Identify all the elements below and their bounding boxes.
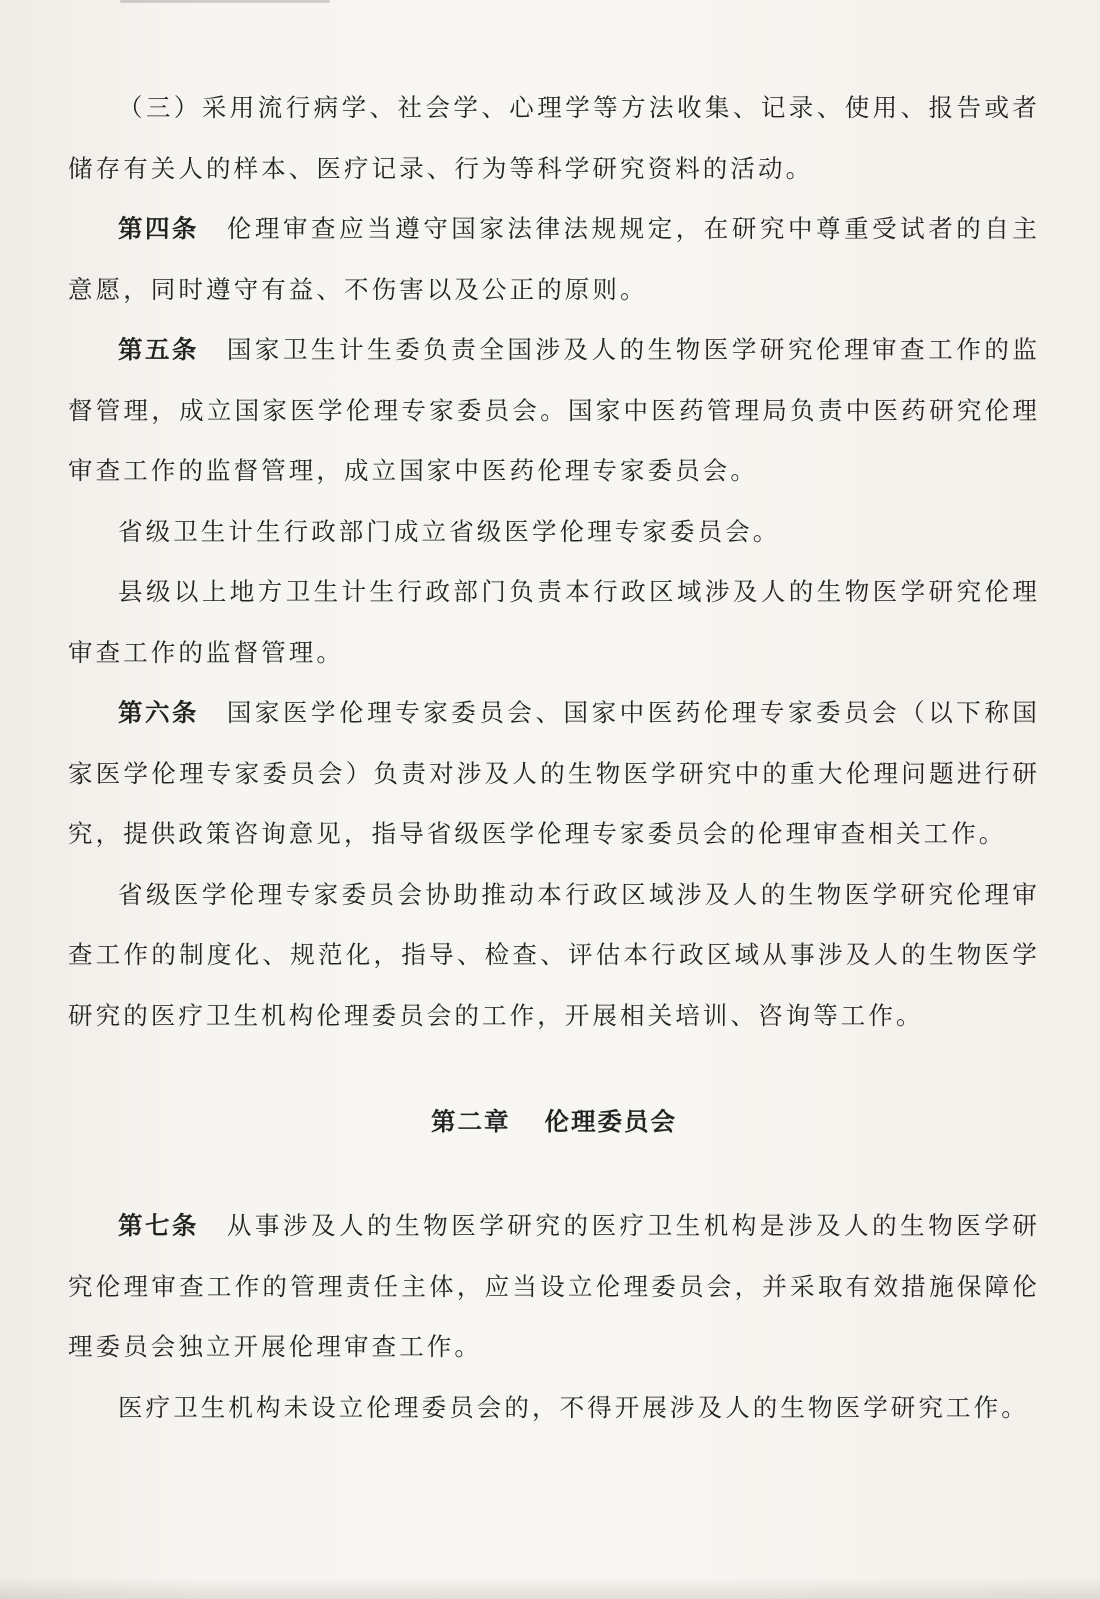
article-paragraph [68, 1196, 1040, 1378]
section-chapter-one-articles [68, 78, 1040, 1046]
paragraph [68, 78, 1040, 199]
paragraph-text: 国家医学伦理专家委员会、国家中医药伦理专家委员会（以下称国家医学伦理专家委员会）负责对涉及人的生物医学研究中的重大伦理问题进行研究，提供政策咨询意见，指导省级医学伦理专家委员会的伦理审查相关工作。 [68, 698, 1041, 848]
paragraph-text: 省级卫生计生行政部门成立省级医学伦理专家委员会。 [118, 516, 781, 546]
chapter-title: 伦理委员会 [544, 1107, 677, 1136]
document-body [68, 78, 1040, 1438]
paragraph [68, 502, 1040, 563]
paragraph-text: 医疗卫生机构未设立伦理委员会的，不得开展涉及人的生物医学研究工作。 [118, 1392, 1029, 1422]
article-number: 第五条 [118, 335, 199, 364]
chapter-number: 第二章 [431, 1107, 511, 1136]
chapter-heading [68, 1102, 1040, 1142]
article-paragraph [68, 683, 1040, 865]
paragraph-text: 县级以上地方卫生计生行政部门负责本行政区域涉及人的生物医学研究伦理审查工作的监督管理。 [68, 577, 1040, 667]
paragraph-text: 国家卫生计生委负责全国涉及人的生物医学研究伦理审查工作的监督管理，成立国家医学伦理专家委员会。国家中医药管理局负责中医药研究伦理审查工作的监督管理，成立国家中医药伦理专家委员会。 [68, 335, 1041, 485]
section-chapter-two-articles [68, 1196, 1040, 1438]
paragraph [68, 1378, 1040, 1439]
paragraph-text: 从事涉及人的生物医学研究的医疗卫生机构是涉及人的生物医学研究伦理审查工作的管理责任主体，应当设立伦理委员会，并采取有效措施保障伦理委员会独立开展伦理审查工作。 [68, 1211, 1041, 1361]
paragraph [68, 562, 1040, 683]
article-paragraph [68, 199, 1040, 320]
paragraph-text: 省级医学伦理专家委员会协助推动本行政区域涉及人的生物医学研究伦理审查工作的制度化、规范化，指导、检查、评估本行政区域从事涉及人的生物医学研究的医疗卫生机构伦理委员会的工作，开展相关培训、咨询等工作。 [68, 879, 1040, 1030]
article-paragraph [68, 320, 1040, 502]
paragraph-text: （三）采用流行病学、社会学、心理学等方法收集、记录、使用、报告或者储存有关人的样本、医疗记录、行为等科学研究资料的活动。 [68, 93, 1040, 183]
article-number: 第四条 [118, 214, 199, 243]
paragraph-text: 伦理审查应当遵守国家法律法规规定，在研究中尊重受试者的自主意愿，同时遵守有益、不伤害以及公正的原则。 [68, 214, 1041, 304]
scan-mark [120, 0, 330, 3]
paragraph [68, 865, 1040, 1047]
article-number: 第六条 [118, 698, 199, 727]
page-edge-shadow [0, 1577, 1100, 1599]
article-number: 第七条 [118, 1211, 199, 1240]
